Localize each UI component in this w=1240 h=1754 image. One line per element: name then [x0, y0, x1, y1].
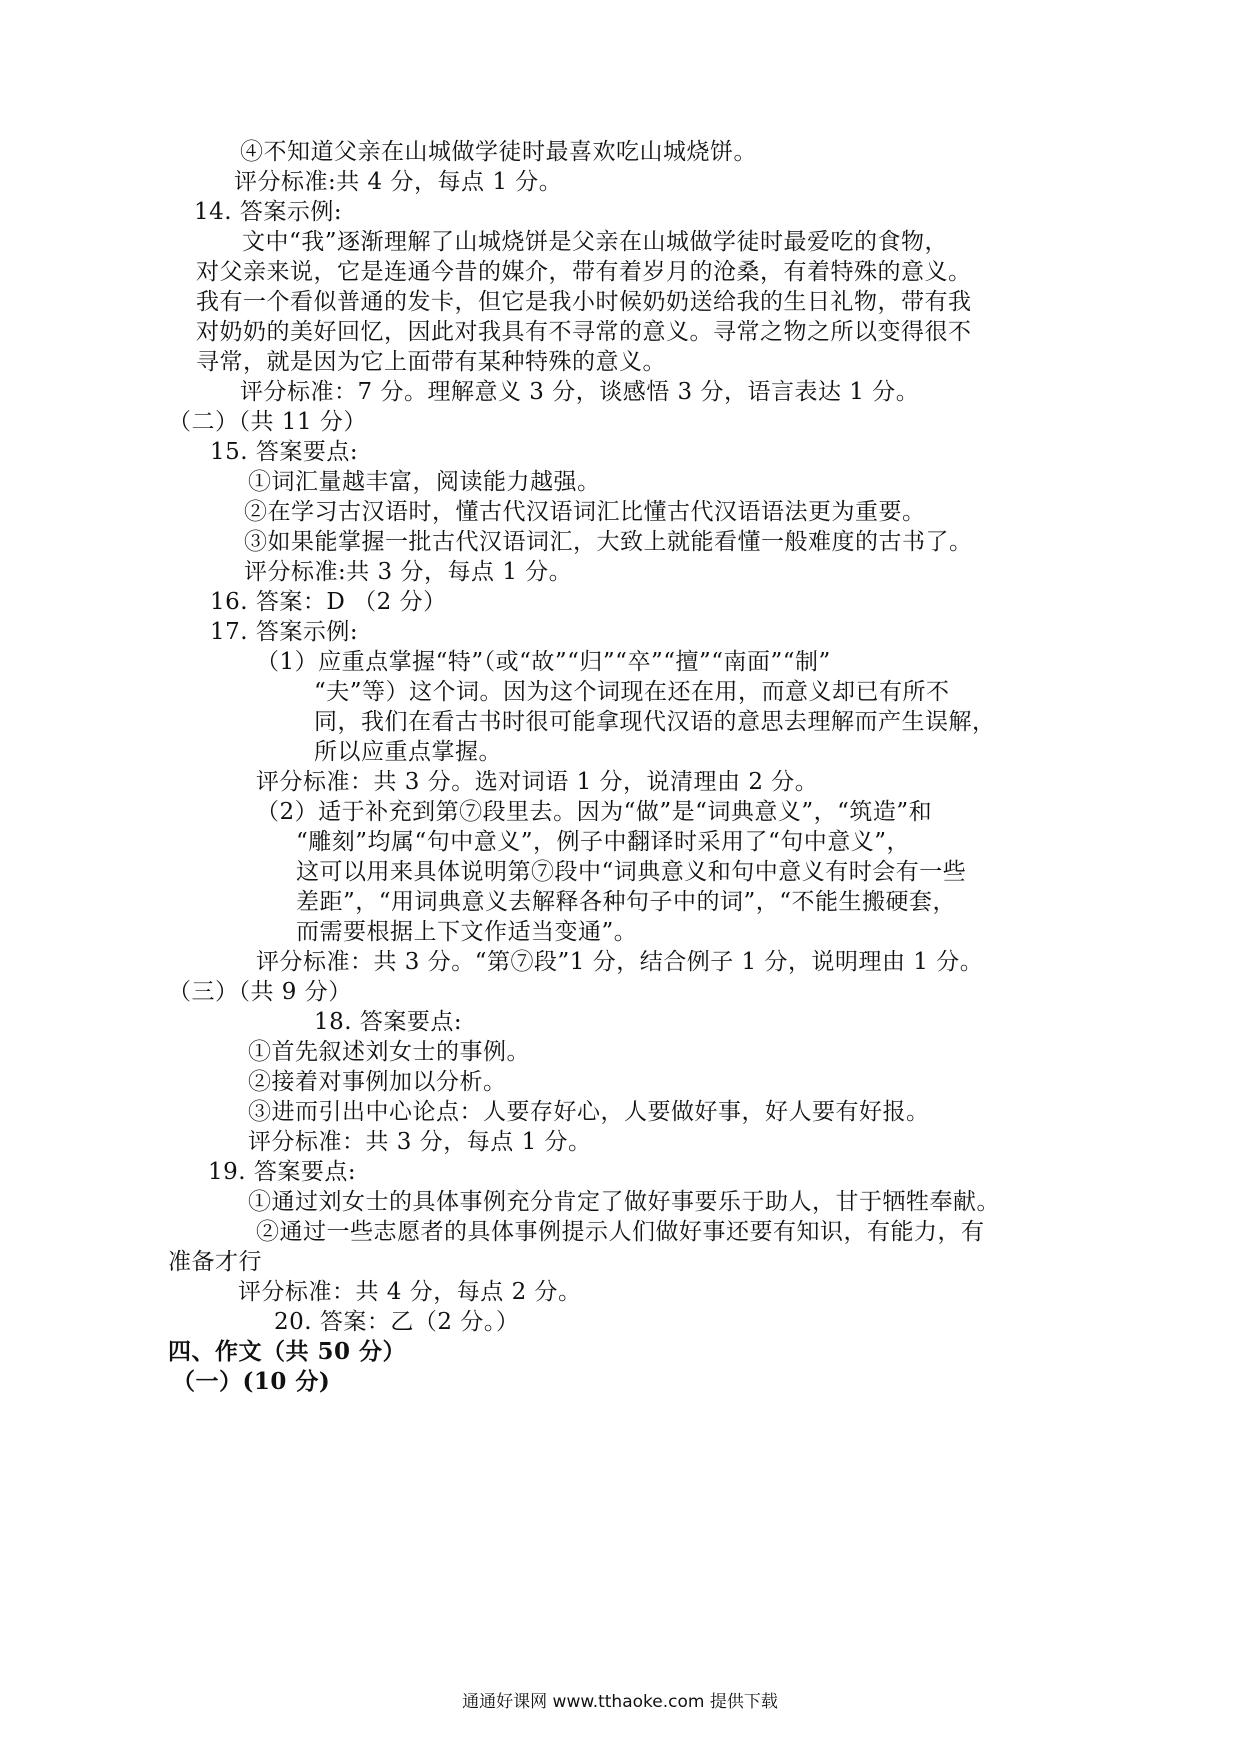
page-footer: 通通好课网 www.tthaoke.com 提供下载 — [462, 1692, 778, 1712]
text-line: 评分标准:共 4 分，每点 1 分。 — [234, 169, 563, 195]
text-line: ①通过刘女士的具体事例充分肯定了做好事要乐于助人，甘于牺牲奉献。 — [248, 1189, 1000, 1215]
text-line: ②在学习古汉语时，懂古代汉语词汇比懂古代汉语语法更为重要。 — [244, 499, 926, 525]
text-line: 文中“我”逐渐理解了山城烧饼是父亲在山城做学徒时最爱吃的食物， — [242, 229, 949, 255]
text-line: （2）适于补充到第⑦段里去。因为“做”是“词典意义”，“筑造”和 — [256, 799, 933, 825]
text-line: 对奶奶的美好回忆，因此对我具有不寻常的意义。寻常之物之所以变得很不 — [196, 319, 972, 345]
text-line: 15. 答案要点: — [210, 439, 359, 465]
text-line: ①词汇量越丰富，阅读能力越强。 — [248, 469, 601, 495]
text-line: ①首先叙述刘女士的事例。 — [248, 1039, 530, 1065]
text-line: ②通过一些志愿者的具体事例提示人们做好事还要有知识，有能力，有 — [256, 1219, 985, 1245]
text-line: 19. 答案要点: — [208, 1159, 357, 1185]
text-line: “雕刻”均属“句中意义”，例子中翻译时采用了“句中意义”， — [296, 829, 911, 855]
text-line: 所以应重点掌握。 — [314, 739, 502, 765]
text-line: 这可以用来具体说明第⑦段中“词典意义和句中意义有时会有一些 — [296, 859, 967, 885]
text-line: 同，我们在看古书时很可能拿现代汉语的意思去理解而产生误解， — [314, 709, 996, 735]
text-line: 16. 答案：D （2 分） — [210, 589, 447, 615]
text-line: 评分标准：共 3 分。“第⑦段”1 分，结合例子 1 分，说明理由 1 分。 — [256, 949, 984, 975]
text-line: ②接着对事例加以分析。 — [248, 1069, 507, 1095]
text-line: （1）应重点掌握“特”（或“故”“归”“卒”“擅”“南面”“制” — [256, 649, 831, 675]
section-heading: （一）(10 分) — [172, 1368, 331, 1395]
text-line: ③进而引出中心论点：人要存好心，人要做好事，好人要有好报。 — [248, 1099, 930, 1125]
text-line: “夫”等）这个词。因为这个词现在还在用，而意义却已有所不 — [314, 679, 950, 705]
text-line: 评分标准：7 分。理解意义 3 分，谈感悟 3 分，语言表达 1 分。 — [240, 379, 920, 405]
text-line: 寻常，就是因为它上面带有某种特殊的意义。 — [196, 349, 666, 375]
text-line: 准备才行 — [168, 1249, 262, 1275]
section-heading: （三）（共 9 分） — [168, 979, 352, 1005]
text-line: 评分标准:共 3 分，每点 1 分。 — [244, 559, 573, 585]
text-line: 评分标准：共 4 分，每点 2 分。 — [238, 1279, 582, 1305]
text-line: 评分标准：共 3 分，每点 1 分。 — [248, 1129, 592, 1155]
text-line: 我有一个看似普通的发卡，但它是我小时候奶奶送给我的生日礼物，带有我 — [196, 289, 972, 315]
text-line: 18. 答案要点: — [314, 1009, 463, 1035]
text-line: 14. 答案示例: — [194, 199, 343, 225]
text-line: 而需要根据上下文作适当变通”。 — [296, 919, 638, 945]
section-heading: （二）（共 11 分） — [168, 409, 367, 435]
text-line: 差距”，“用词典意义去解释各种句子中的词”，“不能生搬硬套， — [296, 889, 957, 915]
text-line: ③如果能掌握一批古代汉语词汇，大致上就能看懂一般难度的古书了。 — [244, 529, 973, 555]
text-line: 17. 答案示例: — [210, 619, 359, 645]
section-heading: 四、作文（共 50 分） — [168, 1338, 407, 1365]
text-line: 对父亲来说，它是连通今昔的媒介，带有着岁月的沧桑，有着特殊的意义。 — [196, 259, 972, 285]
text-line: ④不知道父亲在山城做学徒时最喜欢吃山城烧饼。 — [240, 139, 757, 165]
text-line: 20. 答案：乙（2 分。） — [274, 1309, 520, 1335]
text-line: 评分标准：共 3 分。选对词语 1 分，说清理由 2 分。 — [256, 769, 819, 795]
